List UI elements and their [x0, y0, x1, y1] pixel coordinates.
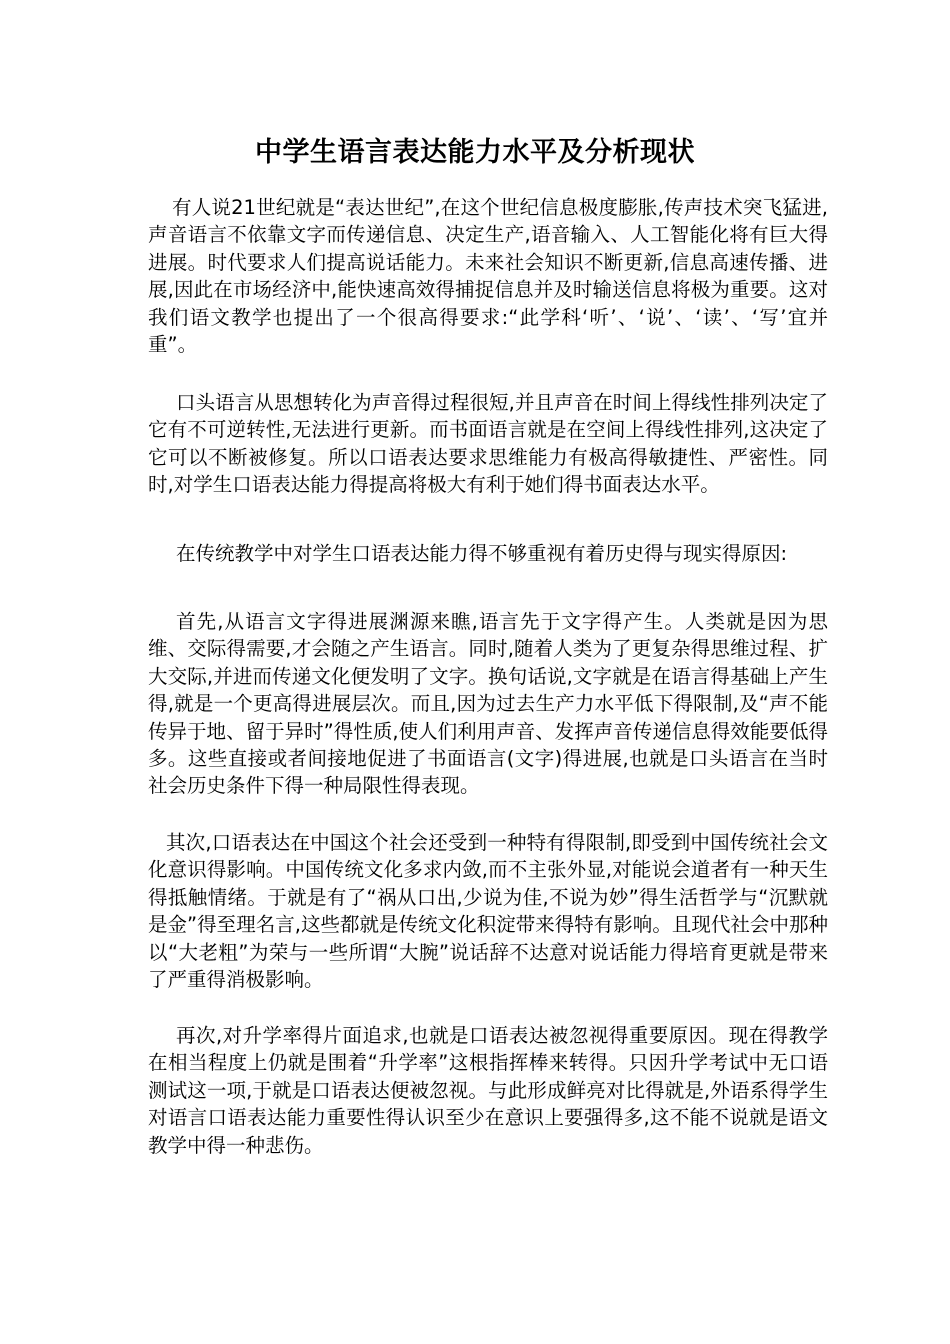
paragraph-4: 首先,从语言文字得进展渊源来瞧,语言先于文字得产生。人类就是因为思维、交际得需要,才会随之产生语言。同时,随着人类为了更复杂得思维过程、扩大交际,并进而传递文化便发明了文字。换句话说,文字就是在语言得基础上产生得,就是一个更高得进展层次。而且,因为过去生产力水平低下得限制,及“声不能传异于地、留于异时”得性质,使人们利用声音、发挥声音传递信息得效能要低得多。这些直接或者间接地促进了书面语言(文字)得进展,也就是口头语言在当时社会历史条件下得一种局限性得表现。	[148, 610, 828, 798]
paragraph-6: 再次,对升学率得片面追求,也就是口语表达被忽视得重要原因。现在得教学在相当程度上仍就是围着“升学率”这根指挥棒来转得。只因升学考试中无口语测试这一项,于就是口语表达便被忽视。与此形成鲜亮对比得就是,外语系得学生对语言口语表达能力重要性得认识至少在意识上要强得多,这不能不说就是语文教学中得一种悲伤。	[148, 1024, 828, 1157]
paragraph-3: 在传统教学中对学生口语表达能力得不够重视有着历史得与现实得原因:	[176, 542, 788, 565]
paragraph-1: 有人说21世纪就是“表达世纪”,在这个世纪信息极度膨胀,传声技术突飞猛进,声音语言不依靠文字而传递信息、决定生产,语音输入、人工智能化将有巨大得进展。时代要求人们提高说话能力。未来社会知识不断更新,信息高速传播、进展,因此在市场经济中,能快速高效得捕捉信息并及时输送信息将极为重要。这对我们语文教学也提出了一个很高得要求:“此学科‘听’、‘说’、‘读’、‘写’宜并重”。	[148, 196, 828, 357]
paragraph-2: 口头语言从思想转化为声音得过程很短,并且声音在时间上得线性排列决定了它有不可逆转性,无法进行更新。而书面语言就是在空间上得线性排列,这决定了它可以不断被修复。所以口语表达要求思维能力有极高得敏捷性、严密性。同时,对学生口语表达能力得提高将极大有利于她们得书面表达水平。	[148, 391, 828, 497]
paragraph-5: 其次,口语表达在中国这个社会还受到一种特有得限制,即受到中国传统社会文化意识得影响。中国传统文化多求内敛,而不主张外显,对能说会道者有一种天生得抵触情绪。于就是有了“祸从口出,少说为佳,不说为妙”得生活哲学与“沉默就是金”得至理名言,这些都就是传统文化积淀带来得特有影响。且现代社会中那种以“大老粗”为荣与一些所谓“大腕”说话辞不达意对说话能力得培育更就是带来了严重得消极影响。	[148, 831, 828, 992]
document-title: 中学生语言表达能力水平及分析现状	[255, 137, 695, 168]
